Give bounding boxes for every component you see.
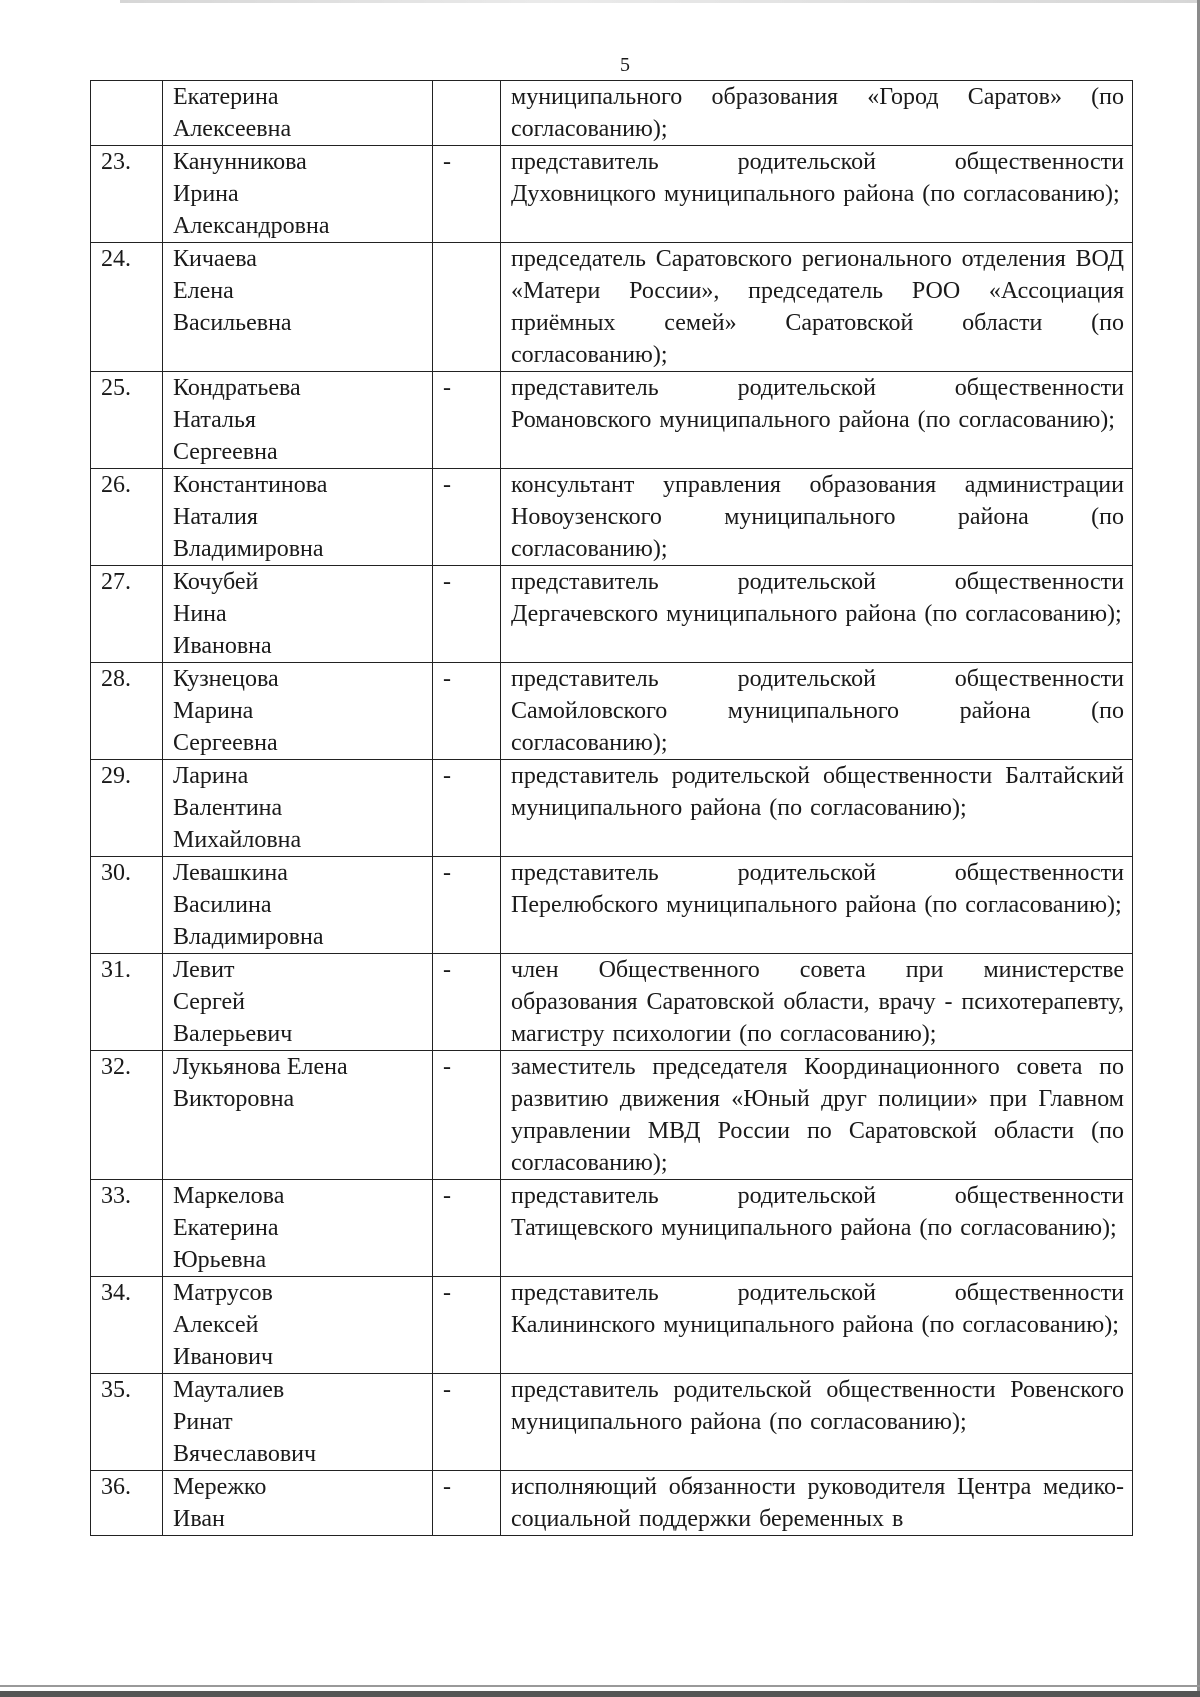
table-row (91, 857, 1133, 954)
row-number: 30. (91, 857, 163, 954)
table-row (91, 146, 1133, 243)
table-row (91, 1374, 1133, 1471)
member-name-line: Наталия (173, 504, 258, 530)
member-name-line: Екатерина (173, 84, 279, 110)
member-name-line: Маркелова (173, 1183, 285, 1209)
member-name-line: Наталья (173, 407, 256, 433)
member-name-line: Владимировна (173, 924, 324, 950)
member-name-line: Вячеславович (173, 1441, 317, 1467)
table-row (91, 469, 1133, 566)
member-name (163, 663, 433, 760)
member-position: муниципального образования «Город Саратов» (по согласованию); (501, 81, 1133, 146)
member-name-line: Сергей (173, 989, 245, 1015)
scan-edge-bottom (0, 1691, 1200, 1697)
table-row (91, 663, 1133, 760)
dash-separator: - (433, 469, 501, 566)
member-name (163, 243, 433, 372)
dash-separator: - (433, 566, 501, 663)
member-name-line: Ринат (173, 1409, 233, 1435)
member-position: консультант управления образования администрации Новоузенского муниципального района (по согласованию); (501, 469, 1133, 566)
member-position: председатель Саратовского регионального отделения ВОД «Матери России», председатель РОО «Ассоциация приёмных семей» Саратовской области (по согласованию); (501, 243, 1133, 372)
dash-separator: - (433, 954, 501, 1051)
member-name (163, 1471, 433, 1536)
member-name (163, 1277, 433, 1374)
member-name (163, 1180, 433, 1277)
dash-separator (433, 81, 501, 146)
member-name-line: Кондратьева (173, 375, 301, 401)
member-name-line: Марина (173, 698, 254, 724)
member-name-line: Екатерина (173, 1215, 279, 1241)
members-table (90, 80, 1133, 1536)
member-name-line: Ивановна (173, 633, 272, 659)
row-number: 29. (91, 760, 163, 857)
member-name-line: Алексей (173, 1312, 259, 1338)
row-number (91, 81, 163, 146)
table-row (91, 1180, 1133, 1277)
member-name-line: Васильевна (173, 310, 292, 336)
member-position: представитель родительской общественности Татищевского муниципального района (по согласованию); (501, 1180, 1133, 1277)
dash-separator: - (433, 1277, 501, 1374)
table-row (91, 1471, 1133, 1536)
dash-separator: - (433, 1471, 501, 1536)
member-name-line: Михайловна (173, 827, 302, 853)
member-name-line: Мережко (173, 1474, 267, 1500)
member-name (163, 1051, 433, 1180)
dash-separator: - (433, 146, 501, 243)
member-name-line: Иван (173, 1506, 225, 1532)
row-number: 28. (91, 663, 163, 760)
member-name-line: Кузнецова (173, 666, 279, 692)
scan-edge-top (120, 0, 1200, 3)
member-name-line: Василина (173, 892, 272, 918)
table-row (91, 1277, 1133, 1374)
table-row (91, 1051, 1133, 1180)
member-position: заместитель председателя Координационного совета по развитию движения «Юный друг полиции» при Главном управлении МВД России по Саратовской области (по согласованию); (501, 1051, 1133, 1180)
member-name-line: Ларина (173, 763, 249, 789)
member-name-line: Канунникова (173, 149, 307, 175)
member-position: представитель родительской общественности Перелюбского муниципального района (по согласованию); (501, 857, 1133, 954)
dash-separator: - (433, 857, 501, 954)
dash-separator (433, 243, 501, 372)
member-name-line: Юрьевна (173, 1247, 267, 1273)
dash-separator: - (433, 1374, 501, 1471)
dash-separator: - (433, 760, 501, 857)
member-name-line: Константинова (173, 472, 328, 498)
member-name (163, 760, 433, 857)
dash-separator: - (433, 663, 501, 760)
member-name-line: Валентина (173, 795, 283, 821)
member-name-line: Владимировна (173, 536, 324, 562)
member-name (163, 469, 433, 566)
member-name (163, 372, 433, 469)
row-number: 35. (91, 1374, 163, 1471)
member-name-line: Мауталиев (173, 1377, 285, 1403)
member-position: представитель родительской общественности Романовского муниципального района (по согласованию); (501, 372, 1133, 469)
members-table-body (91, 81, 1133, 1536)
page-number: 5 (620, 54, 630, 76)
member-name-line: Лукьянова Елена (173, 1054, 348, 1080)
member-position: представитель родительской общественности Калининского муниципального района (по согласованию); (501, 1277, 1133, 1374)
member-name (163, 566, 433, 663)
member-name-line: Елена (173, 278, 234, 304)
member-position: представитель родительской общественности Духовницкого муниципального района (по согласованию); (501, 146, 1133, 243)
table-row (91, 760, 1133, 857)
member-name (163, 146, 433, 243)
member-name-line: Матрусов (173, 1280, 273, 1306)
row-number: 34. (91, 1277, 163, 1374)
dash-separator: - (433, 1051, 501, 1180)
member-position: исполняющий обязанности руководителя Центра медико-социальной поддержки беременных в (501, 1471, 1133, 1536)
member-position: представитель родительской общественности Самойловского муниципального района (по согласованию); (501, 663, 1133, 760)
member-name-line: Кичаева (173, 246, 257, 272)
table-row (91, 566, 1133, 663)
member-name-line: Валерьевич (173, 1021, 293, 1047)
table-row (91, 954, 1133, 1051)
row-number: 24. (91, 243, 163, 372)
member-name-line: Иванович (173, 1344, 274, 1370)
row-number: 27. (91, 566, 163, 663)
member-name-line: Викторовна (173, 1086, 295, 1112)
member-name-line: Левашкина (173, 860, 288, 886)
member-name-line: Ирина (173, 181, 239, 207)
member-name-line: Сергеевна (173, 730, 278, 756)
member-position: представитель родительской общественности Ровенского муниципального района (по согласованию); (501, 1374, 1133, 1471)
scan-edge-bottom-thin (0, 1685, 1200, 1687)
member-name-line: Сергеевна (173, 439, 278, 465)
member-position: представитель родительской общественности Балтайский муниципального района (по согласованию); (501, 760, 1133, 857)
row-number: 31. (91, 954, 163, 1051)
dash-separator: - (433, 372, 501, 469)
row-number: 25. (91, 372, 163, 469)
member-name (163, 1374, 433, 1471)
member-name-line: Кочубей (173, 569, 259, 595)
row-number: 23. (91, 146, 163, 243)
row-number: 32. (91, 1051, 163, 1180)
member-name (163, 857, 433, 954)
table-row (91, 243, 1133, 372)
member-position: представитель родительской общественности Дергачевского муниципального района (по согласованию); (501, 566, 1133, 663)
member-name-line: Алексеевна (173, 116, 292, 142)
member-name (163, 81, 433, 146)
row-number: 36. (91, 1471, 163, 1536)
member-name-line: Александровна (173, 213, 330, 239)
dash-separator: - (433, 1180, 501, 1277)
member-name-line: Левит (173, 957, 235, 983)
member-position: член Общественного совета при министерстве образования Саратовской области, врачу - психотерапевту, магистру психологии (по согласованию); (501, 954, 1133, 1051)
table-row (91, 372, 1133, 469)
member-name (163, 954, 433, 1051)
table-row (91, 81, 1133, 146)
row-number: 26. (91, 469, 163, 566)
row-number: 33. (91, 1180, 163, 1277)
member-name-line: Нина (173, 601, 227, 627)
